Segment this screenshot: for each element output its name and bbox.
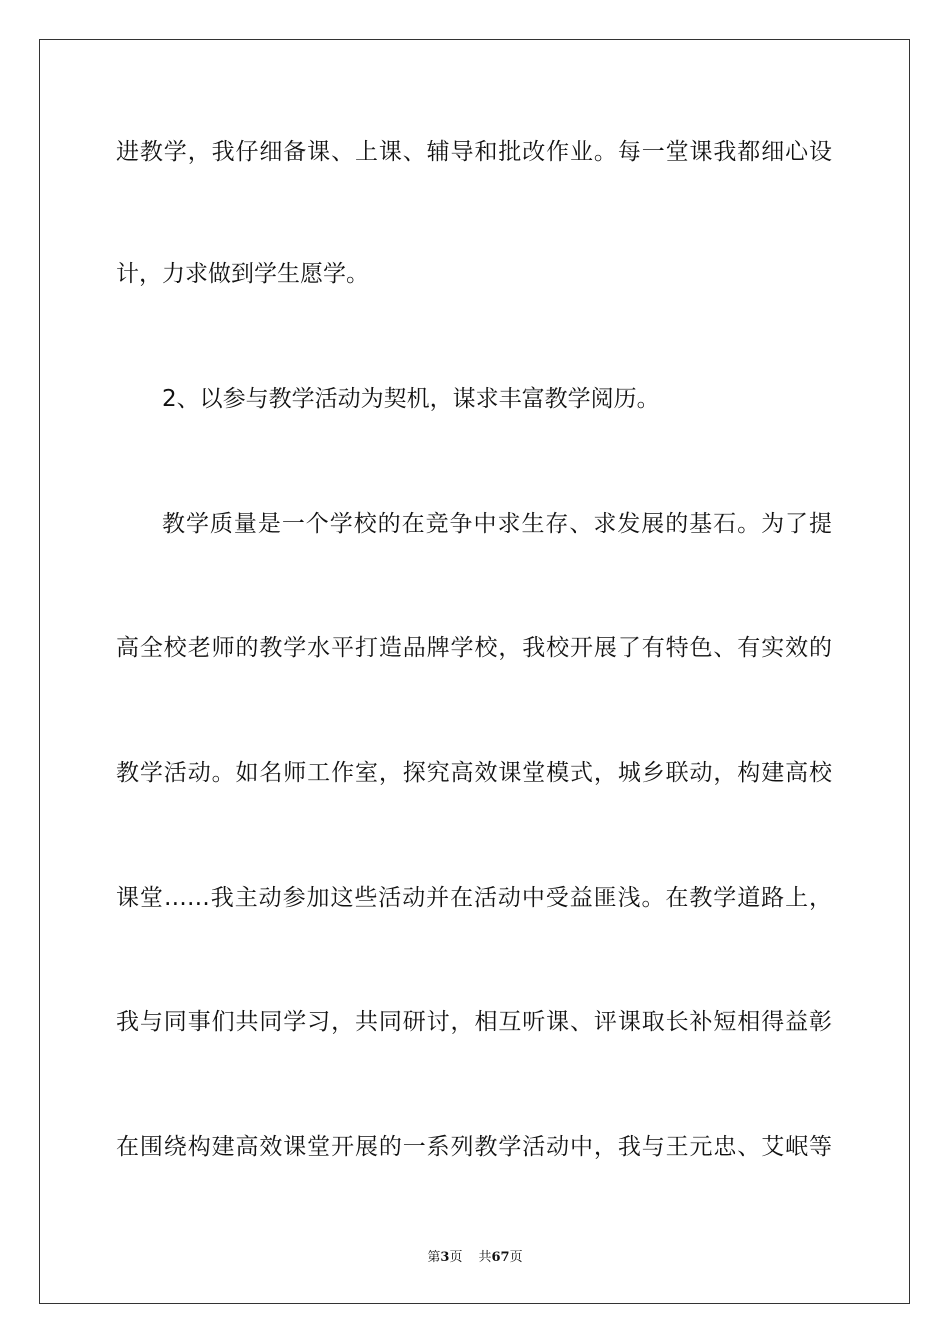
text-line-7: 课堂……我主动参加这些活动并在活动中受益匪浅。在教学道路上， xyxy=(116,885,832,911)
text-line-2: 计，力求做到学生愿学。 xyxy=(116,261,369,287)
text-line-4: 教学质量是一个学校的在竞争中求生存、求发展的基石。为了提 xyxy=(162,511,832,537)
total-prefix: 共 xyxy=(478,1250,492,1265)
page-number: 3 xyxy=(440,1250,450,1265)
text-line-3: 2、以参与教学活动为契机，谋求丰富教学阅历。 xyxy=(162,386,660,412)
page-border xyxy=(39,39,910,1304)
total-pages: 67 xyxy=(491,1250,510,1265)
text-line-5: 高全校老师的教学水平打造品牌学校，我校开展了有特色、有实效的 xyxy=(116,635,832,661)
text-line-8: 我与同事们共同学习，共同研讨，相互听课、评课取长补短相得益彰 xyxy=(116,1009,832,1035)
page-footer xyxy=(0,1248,950,1268)
page-suffix: 页 xyxy=(449,1250,463,1265)
total-suffix: 页 xyxy=(509,1250,523,1265)
page-prefix: 第 xyxy=(427,1250,441,1265)
text-line-6: 教学活动。如名师工作室，探究高效课堂模式，城乡联动，构建高校 xyxy=(116,760,832,786)
text-line-9: 在围绕构建高效课堂开展的一系列教学活动中，我与王元忠、艾岷等 xyxy=(116,1134,832,1160)
text-line-1: 进教学，我仔细备课、上课、辅导和批改作业。每一堂课我都细心设 xyxy=(116,139,832,165)
